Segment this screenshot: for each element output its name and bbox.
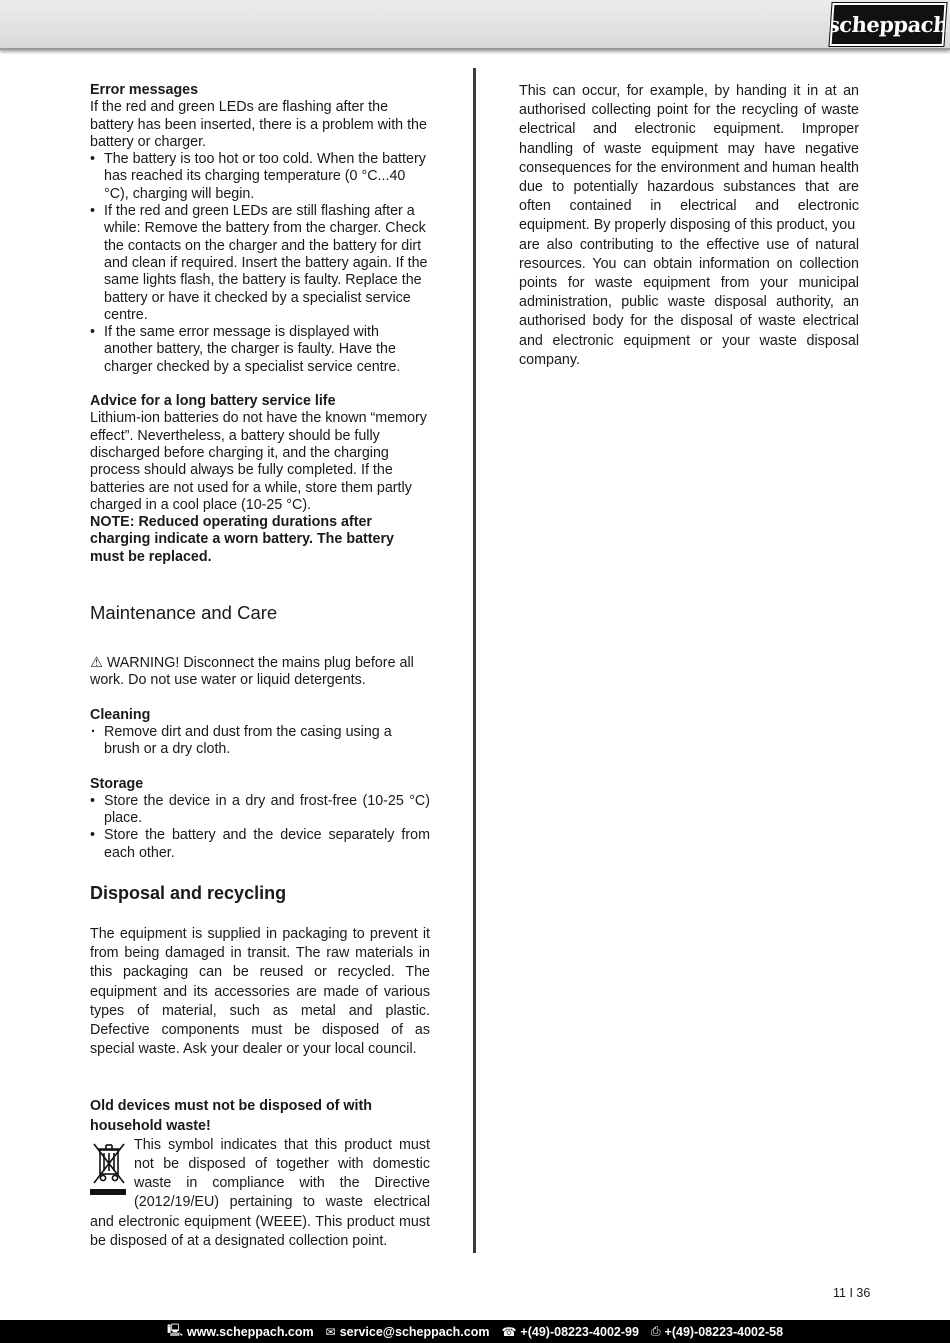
natural-resources-text: are also contributing to the effective use of natural resources. You can obtain information on collection points for waste equipment from your municipal administration, public waste disposal authority, an authorised body for the disposal of waste electrical and electronic equipment or your waste disposal company. [519, 236, 859, 368]
footer-email[interactable] [326, 1325, 490, 1339]
disposal-continued-text: This can occur, for example, by handing it in at an authorised collecting point for the recycling of waste electrical and electronic equipment. Improper handling of waste equipment may have negative consequences for the environment and human health due to potentially hazardous substances that are often contained in electrical and electronic equipment. By properly disposing of this product, you [519, 83, 859, 234]
weee-block [90, 1136, 430, 1251]
page-number: 11 I 36 [833, 1286, 871, 1300]
disposal-text: The equipment is supplied in packaging to prevent it from being damaged in transit. The raw materials in this packaging can be reused or recycled. The equipment and its accessories are made of various types of material, such as metal and plastic. Defective components must be disposed of as special waste. Ask your dealer or your local council. [90, 925, 430, 1058]
maintenance-title: Maintenance and Care [90, 602, 278, 624]
storage-list [90, 793, 430, 862]
column-divider [473, 68, 476, 1253]
footer-phone [501, 1325, 638, 1339]
cleaning-section [90, 707, 430, 759]
fax-icon: ⎙ [650, 1324, 661, 1338]
list-item: • If the red and green LEDs are still flashing after a while: Remove the battery from the charger. Check the contacts on the charger and the battery for dirt and clean if required. Insert the battery again. If the same lights flash, the battery is faulty. Replace the battery or have it checked by a specialist service centre. [90, 203, 430, 324]
list-item: • If the same error message is displayed with another battery, the charger is faulty. Have the charger checked by a specialist service centre. [90, 324, 430, 376]
error-messages-title: Error messages [90, 82, 199, 98]
phone-number: +(49)-08223-4002-99 [520, 1324, 639, 1339]
disposal-title: Disposal and recycling [90, 882, 287, 903]
weee-text: This symbol indicates that this product must not be disposed of together with domestic waste in compliance with the Directive (2012/19/EU) pertaining to waste electrical and electronic equipment (WEEE). This product must be disposed of at a designated collection point. [90, 1136, 430, 1249]
footer-fax [651, 1324, 783, 1339]
error-messages-section [90, 82, 430, 376]
battery-advice-title: Advice for a long battery service life [90, 393, 336, 410]
maintenance-warning [90, 655, 430, 690]
website-link[interactable]: www.scheppach.com [186, 1324, 314, 1339]
phone-icon: ☎ [501, 1324, 517, 1339]
list-item: • The battery is too hot or too cold. When the battery has reached its charging temperature (0 °C...40 °C), charging will begin. [90, 151, 430, 203]
footer-bar [0, 1320, 950, 1343]
storage-title: Storage [90, 775, 144, 792]
weee-bar [90, 1189, 126, 1195]
error-messages-list [90, 151, 430, 376]
cleaning-list [90, 724, 430, 759]
header-bar [0, 0, 950, 50]
email-link[interactable]: service@scheppach.com [339, 1324, 490, 1339]
weee-section [90, 1097, 430, 1251]
right-column [519, 82, 859, 370]
storage-section [90, 776, 430, 862]
left-column [90, 82, 430, 1251]
scheppach-logo: scheppach [829, 3, 946, 46]
computer-icon: 🖳 [166, 1323, 183, 1337]
battery-advice-note: NOTE: Reduced operating durations after charging indicate a worn battery. The battery must be replaced. [90, 514, 395, 565]
list-item: • Store the battery and the device separately from each other. [90, 827, 430, 862]
envelope-icon: ✉ [325, 1324, 336, 1339]
error-messages-intro: If the red and green LEDs are flashing after the battery has been inserted, there is a problem with the battery or charger. [90, 99, 427, 150]
crossed-out-wheelie-bin-icon [90, 1138, 128, 1196]
bin-graphic [90, 1138, 128, 1188]
cleaning-title: Cleaning [90, 706, 151, 723]
list-item: • Store the device in a dry and frost-free (10-25 °C) place. [90, 793, 430, 828]
list-item: · Remove dirt and dust from the casing using a brush or a dry cloth. [90, 724, 430, 759]
warning-text: WARNING! Disconnect the mains plug before all work. Do not use water or liquid detergents. [90, 655, 414, 689]
fax-number: +(49)-08223-4002-58 [664, 1324, 784, 1339]
battery-advice-text: Lithium-ion batteries do not have the known “memory effect”. Nevertheless, a battery should be fully discharged before charging it, and the charging process should always be fully completed. If the batteries are not used for a while, store them partly charged in a cool place (10-25 °C). [90, 410, 427, 513]
footer-website[interactable] [167, 1321, 314, 1342]
battery-advice-section [90, 393, 430, 566]
warning-icon: ⚠ [90, 655, 103, 672]
old-devices-title: Old devices must not be disposed of with household waste! [90, 1098, 373, 1134]
